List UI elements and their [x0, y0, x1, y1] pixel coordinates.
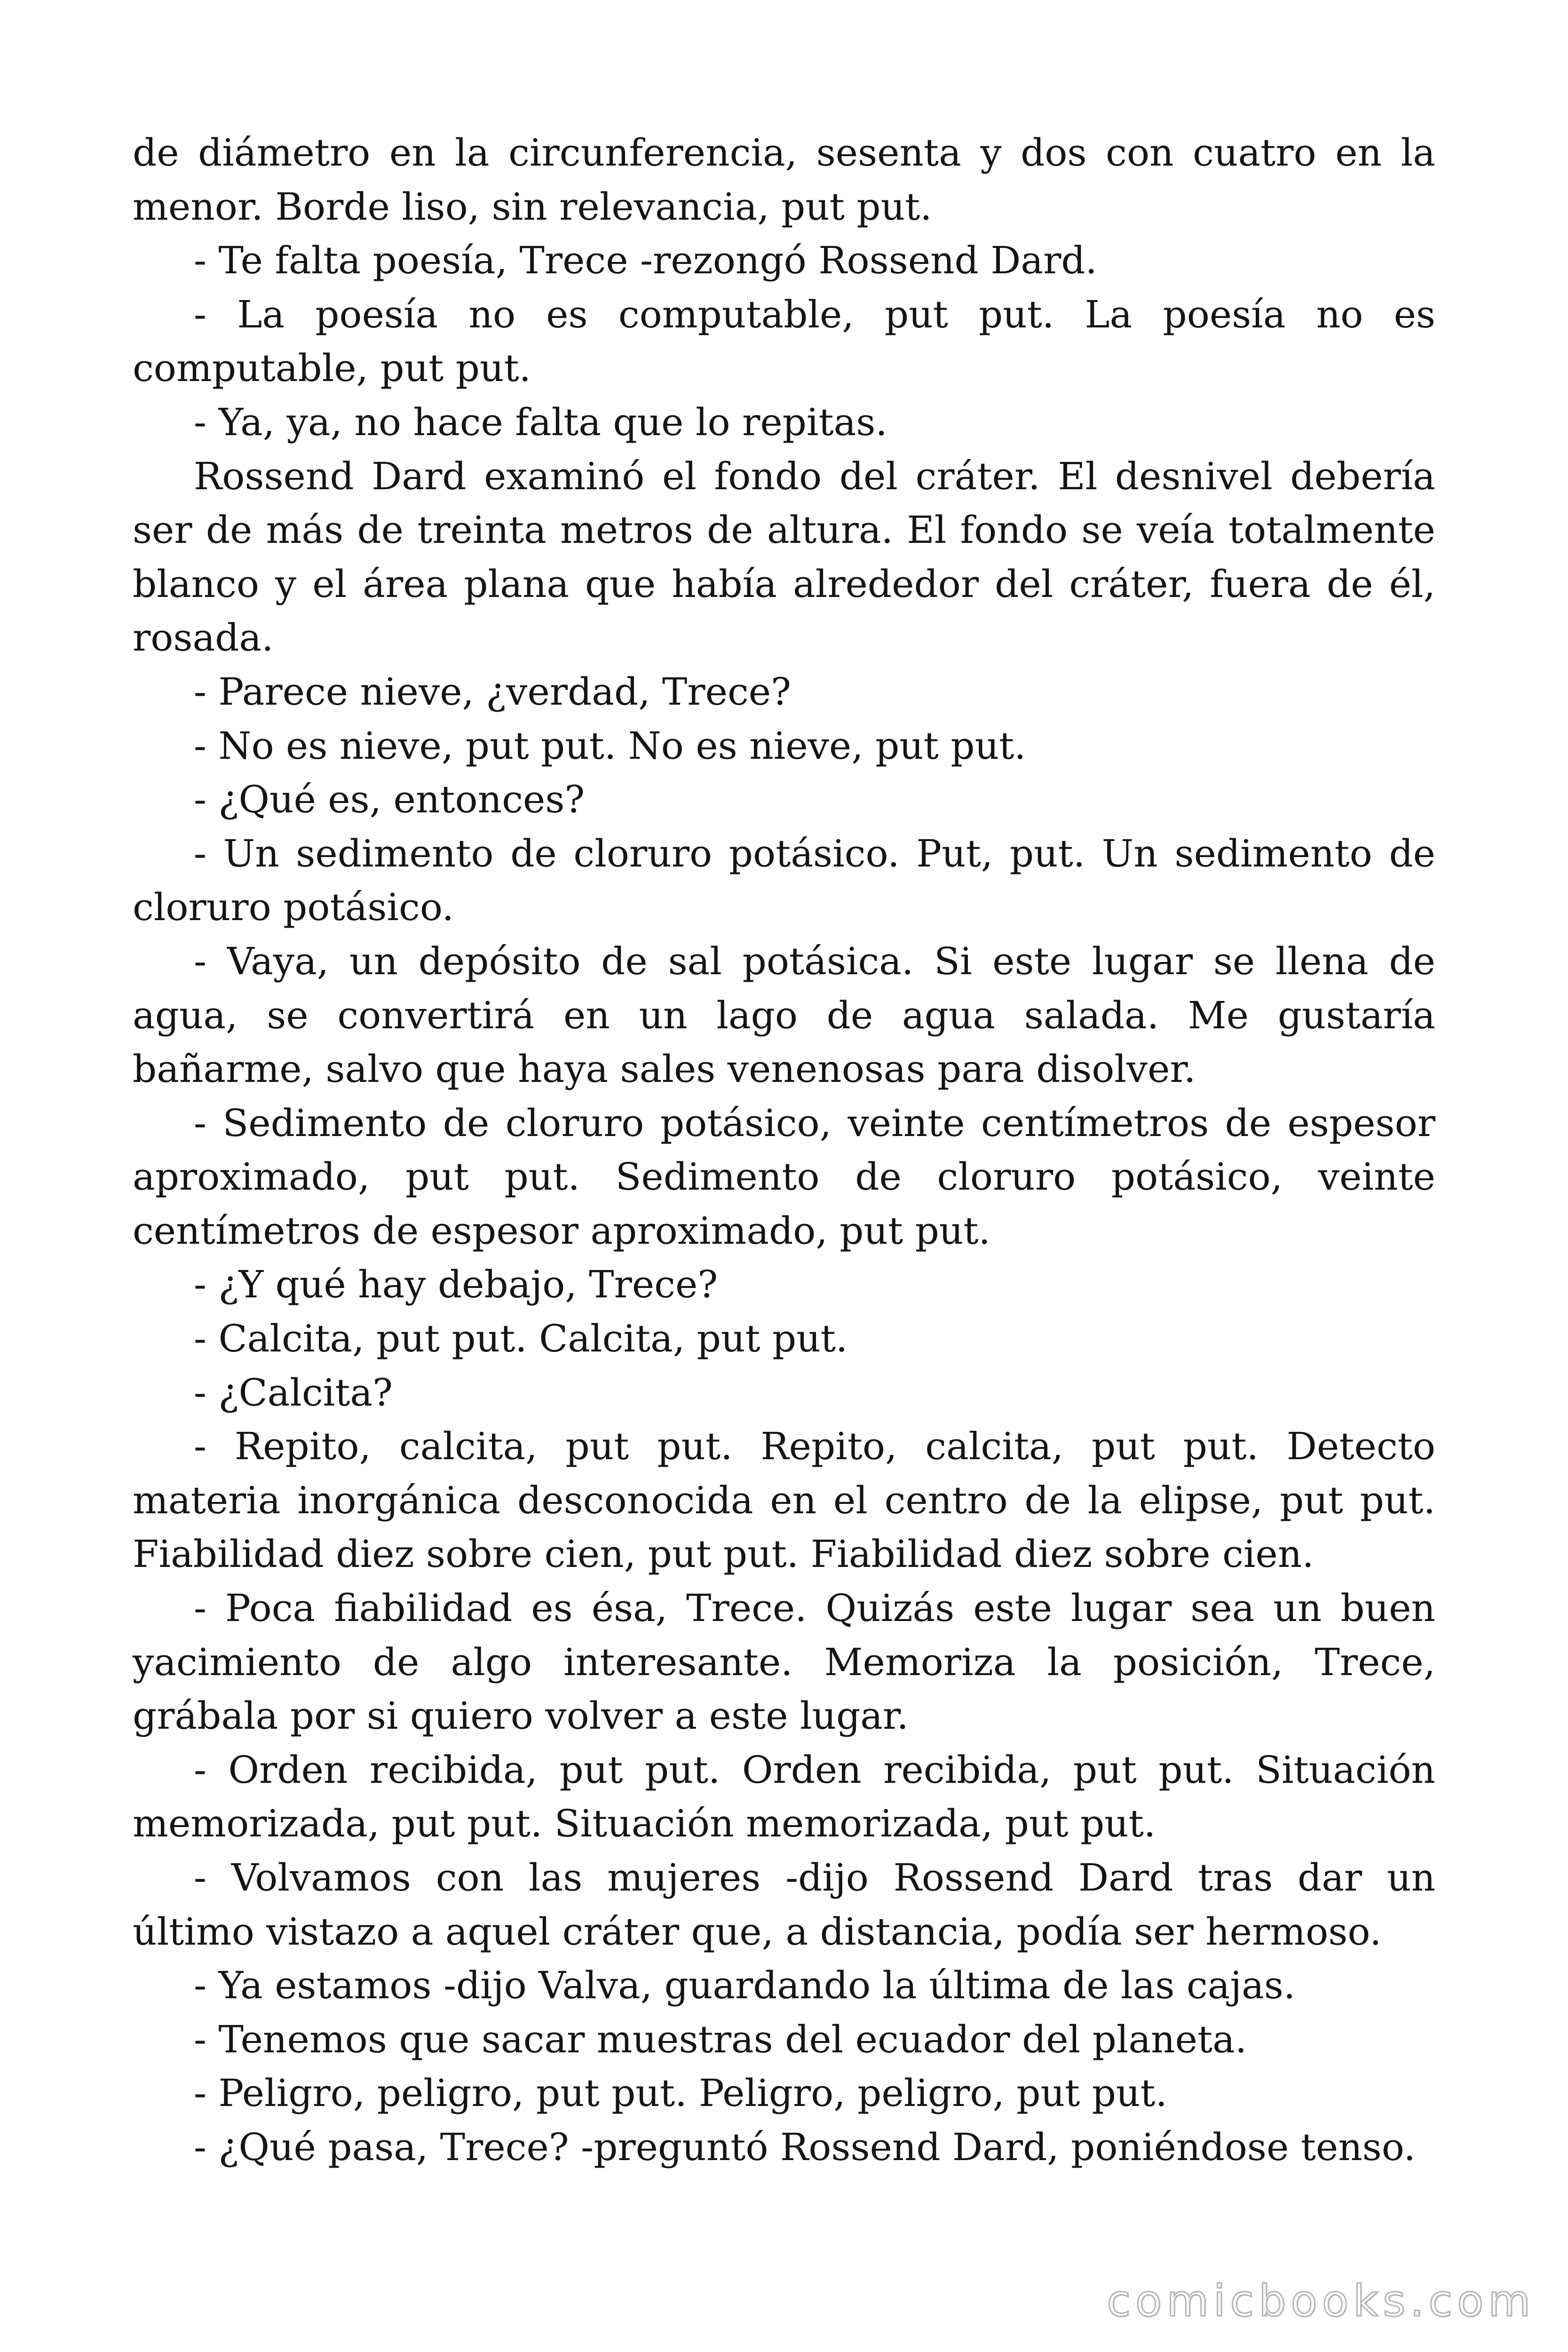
paragraph: Rossend Dard examinó el fondo del cráter. El desnivel debería ser de más de treinta metros de altura. El fondo se veía totalmente blanco y el área plana que había alrededor del cráter, fuera de él, rosada.	[133, 454, 1435, 660]
paragraph: - ¿Calcita?	[194, 1370, 393, 1414]
paragraph: - Sedimento de cloruro potásico, veinte centímetros de espesor aproximado, put put. Sedimento de cloruro potásico, veinte centímetros de espesor aproximado, put put.	[133, 1101, 1435, 1253]
paragraph: - La poesía no es computable, put put. La poesía no es computable, put put.	[133, 292, 1435, 390]
watermark: comicbooks.com	[1107, 2276, 1535, 2326]
paragraph: - Repito, calcita, put put. Repito, calcita, put put. Detecto materia inorgánica desconocida en el centro de la elipse, put put. Fiabilidad diez sobre cien, put put. Fiabilidad diez sobre cien.	[133, 1424, 1435, 1576]
paragraph: - Tenemos que sacar muestras del ecuador del planeta.	[194, 2017, 1247, 2061]
paragraph: - No es nieve, put put. No es nieve, put put.	[194, 723, 1026, 768]
paragraph: - ¿Y qué hay debajo, Trece?	[194, 1263, 718, 1307]
paragraph: - Peligro, peligro, put put. Peligro, peligro, put put.	[194, 2071, 1167, 2115]
paragraph: de diámetro en la circunferencia, sesenta y dos con cuatro en la menor. Borde liso, sin relevancia, put put.	[133, 131, 1435, 229]
paragraph: - Vaya, un depósito de sal potásica. Si este lugar se llena de agua, se convertirá en un lago de agua salada. Me gustaría bañarme, salvo que haya sales venenosas para disolver.	[133, 939, 1435, 1091]
paragraph: - Ya estamos -dijo Valva, guardando la última de las cajas.	[194, 1963, 1296, 2008]
paragraph: - Orden recibida, put put. Orden recibida, put put. Situación memorizada, put put. Situación memorizada, put put.	[133, 1748, 1435, 1846]
paragraph: - Volvamos con las mujeres -dijo Rossend Dard tras dar un último vistazo a aquel cráter que, a distancia, podía ser hermoso.	[133, 1856, 1435, 1954]
paragraph: - Un sedimento de cloruro potásico. Put, put. Un sedimento de cloruro potásico.	[133, 831, 1435, 930]
paragraph: - ¿Qué es, entonces?	[194, 778, 585, 822]
paragraph: - Te falta poesía, Trece -rezongó Rossend Dard.	[194, 238, 1097, 283]
paragraph: - Poca fiabilidad es ésa, Trece. Quizás este lugar sea un buen yacimiento de algo interesante. Memoriza la posición, Trece, grábala por si quiero volver a este lugar.	[133, 1586, 1435, 1738]
body-text	[133, 126, 1435, 2175]
paragraph: - Calcita, put put. Calcita, put put.	[194, 1317, 848, 1361]
paragraph: - ¿Qué pasa, Trece? -preguntó Rossend Dard, poniéndose tenso.	[194, 2125, 1416, 2169]
paragraph: - Parece nieve, ¿verdad, Trece?	[194, 669, 792, 714]
paragraph: - Ya, ya, no hace falta que lo repitas.	[194, 400, 887, 444]
